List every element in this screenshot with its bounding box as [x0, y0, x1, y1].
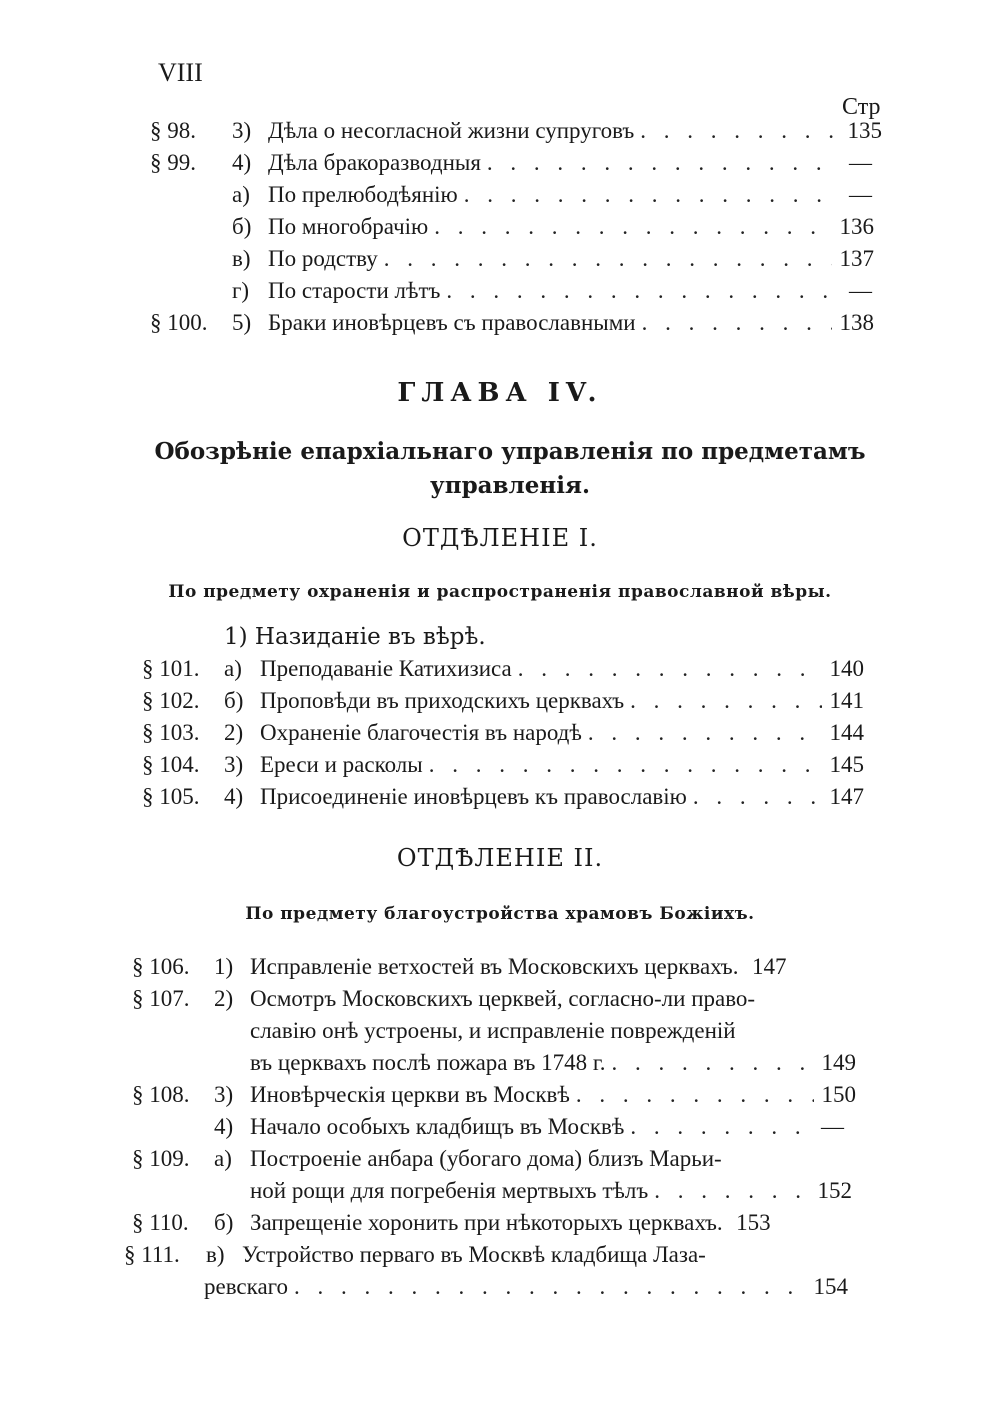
toc-entry: § 111. в) Устройство перваго въ Москвѣ кладбища Лаза- [124, 1242, 706, 1267]
toc-entry: 4) Начало особыхъ кладбищъ въ Москвѣ . . . — [214, 1114, 844, 1146]
toc-entry: § 100. 5) Браки иновѣрцевъ съ православными . . . 138 [150, 310, 874, 342]
toc-entry: § 108. 3) Иновѣрческія церкви въ Москвѣ . . . 150 [132, 1082, 856, 1114]
toc-entry: § 101. а) Преподаваніе Катихизиса . . . 140 [142, 656, 864, 688]
toc-entry: § 105. 4) Присоединеніе иновѣрцевъ къ православію . . . 147 [142, 784, 864, 816]
page-number: VIII [158, 58, 203, 87]
section-title: ОТДѢЛЕНІЕ I. [402, 524, 598, 552]
section-title: ОТДѢЛЕНІЕ II. [396, 844, 604, 872]
chapter-subtitle-line1: Обозрѣніе епархіальнаго управленія по предметамъ [154, 438, 866, 465]
toc-entry: § 102. б) Проповѣди въ приходскихъ церквахъ . . . 141 [142, 688, 864, 720]
toc-entry: а) По прелюбодѣянію . . . — [232, 182, 872, 214]
toc-entry-continuation: славію онѣ устроены, и исправленіе поврежденій [250, 1018, 736, 1043]
subsection-heading: 1) Назиданіе въ вѣрѣ. [224, 624, 486, 650]
page-column-header: Стр [842, 94, 881, 120]
section-subtitle: По предмету охраненія и распространенія православной вѣры. [168, 582, 832, 602]
toc-entry-continuation: ной рощи для погребенія мертвыхъ тѣлъ . . . 152 [250, 1178, 852, 1210]
chapter-title: ГЛАВА IV. [397, 378, 603, 408]
chapter-subtitle-line2: управленія. [430, 472, 590, 499]
toc-entry: § 99. 4) Дѣла бракоразводныя . . . — [150, 150, 872, 182]
toc-entry: § 107. 2) Осмотръ Московскихъ церквей, согласно-ли право- [132, 986, 756, 1011]
toc-entry: § 98. 3) Дѣла о несогласной жизни супруговъ . . . 135 [150, 118, 882, 150]
toc-entry-continuation: ревскаго . . . 154 [204, 1274, 848, 1306]
toc-entry-continuation: въ церквахъ послѣ пожара въ 1748 г. . . . 149 [250, 1050, 856, 1082]
toc-entry: § 103. 2) Охраненіе благочестія въ народѣ . . . 144 [142, 720, 864, 752]
toc-entry: § 106. 1) Исправленіе ветхостей въ Московскихъ церквахъ. 147 [132, 954, 787, 979]
toc-entry: § 109. а) Построеніе анбара (убогаго дома) близъ Марьи- [132, 1146, 722, 1171]
toc-entry: б) По многобрачію . . . 136 [232, 214, 874, 246]
section-subtitle: По предмету благоустройства храмовъ Божіихъ. [245, 904, 755, 924]
toc-entry: г) По старости лѣтъ . . . — [232, 278, 872, 310]
toc-entry: § 110. б) Запрещеніе хоронить при нѣкоторыхъ церквахъ. 153 [132, 1210, 771, 1235]
toc-entry: § 104. 3) Ереси и расколы . . . 145 [142, 752, 864, 784]
toc-entry: в) По родству . . . 137 [232, 246, 874, 278]
